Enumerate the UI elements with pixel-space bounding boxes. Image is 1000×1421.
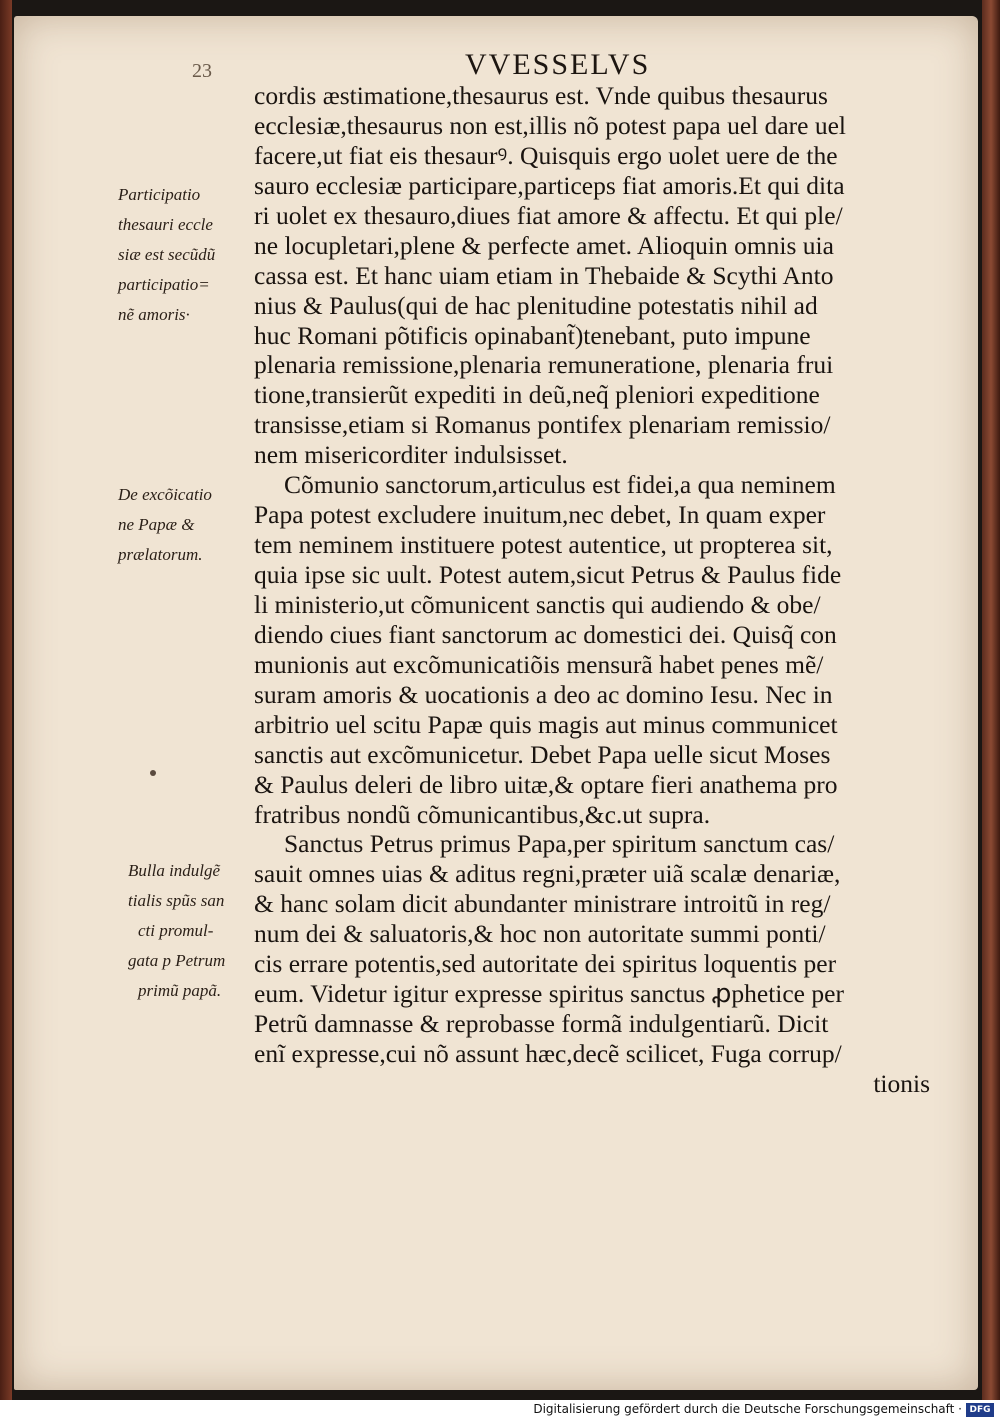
text-line: li ministerio,ut cõmunicent sanctis qui audiendo & obe/ bbox=[254, 589, 821, 619]
text-line: Cõmunio sanctorum,articulus est fidei,a qua neminem bbox=[284, 470, 836, 500]
marginal-note-line: De excõicatio bbox=[118, 485, 212, 504]
marginal-note-line: cti promul- bbox=[138, 920, 214, 940]
text-line: cis errare potentis,sed autoritate dei spiritus loquentis per bbox=[254, 949, 837, 979]
marginal-note-line: Participatio bbox=[118, 185, 201, 204]
text-line: ecclesiæ,thesaurus non est,illis nõ potest papa uel dare uel bbox=[254, 110, 847, 140]
text-line: Sanctus Petrus primus Papa,per spiritum sanctum cas/ bbox=[284, 829, 835, 859]
marginal-note-line: ne Papæ & bbox=[118, 514, 195, 534]
marginal-note-line: tialis spũs san bbox=[128, 890, 225, 910]
marginal-note-line: primũ papã. bbox=[138, 980, 222, 1000]
catchword: tionis bbox=[873, 1068, 930, 1098]
text-line: Petrũ damnasse & reprobasse formã indulgentiarũ. Dicit bbox=[254, 1009, 829, 1039]
marginal-note-line: siæ est secũdũ bbox=[118, 244, 216, 264]
text-line: ne locupletari,plene & perfecte amet. Alioquin omnis uia bbox=[254, 230, 834, 260]
marginal-note-participatio bbox=[118, 180, 215, 330]
footer-bar bbox=[0, 1400, 1000, 1421]
marginal-note-line: participatio= bbox=[118, 274, 210, 294]
text-line: ri uolet ex thesauro,diues fiat amore & affectu. Et qui ple/ bbox=[254, 200, 843, 230]
text-line: tione,transierũt expediti in deũ,neq̃ pleniori expeditione bbox=[254, 380, 820, 410]
text-line: sanctis aut excõmunicetur. Debet Papa uelle sicut Moses bbox=[254, 739, 831, 769]
dfg-logo: DFG bbox=[966, 1403, 994, 1417]
marginal-note-excommunicatione bbox=[118, 480, 212, 570]
text-line: tem neminem instituere potest autentice, ut propterea sit, bbox=[254, 530, 833, 560]
text-line: enĩ expresse,cui nõ assunt hæc,decẽ scilicet, Fuga corrup/ bbox=[254, 1039, 842, 1068]
text-line: cassa est. Et hanc uiam etiam in Thebaide & Scythi Anto bbox=[254, 260, 834, 290]
text-line: nem misericorditer indulsisset. bbox=[254, 440, 568, 470]
text-line: Papa potest excludere inuitum,nec debet, In quam exper bbox=[254, 500, 826, 530]
text-line: & hanc solam dicit abundanter ministrare introitũ in reg/ bbox=[254, 889, 831, 919]
text-line: plenaria remissione,plenaria remuneratione, plenaria frui bbox=[254, 350, 834, 380]
main-text-block bbox=[254, 81, 934, 1099]
text-line: & Paulus deleri de libro uitæ,& optare fieri anathema pro bbox=[254, 769, 838, 799]
marginal-note-line: nẽ amoris· bbox=[118, 304, 190, 324]
marginal-note-line: Bulla indulgẽ bbox=[128, 861, 221, 880]
marginal-note-line: thesauri eccle bbox=[118, 214, 213, 234]
left-binding-edge bbox=[0, 0, 12, 1400]
text-line: sauro ecclesiæ participare,particeps fiat amoris.Et qui dita bbox=[254, 170, 845, 200]
text-line: eum. Videtur igitur expresse spiritus sanctus ꝓphetice per bbox=[254, 979, 844, 1009]
marginal-note-bulla bbox=[128, 856, 225, 1006]
text-line: fratribus nondũ cõmunicantibus,&c.ut supra. bbox=[254, 799, 711, 829]
text-line: nius & Paulus(qui de hac plenitudine potestatis nihil ad bbox=[254, 290, 818, 320]
text-line: sauit omnes uias & aditus regni,præter uiã scalæ denariæ, bbox=[254, 859, 841, 889]
text-line: munionis aut excõmunicatiõis mensurã habet penes mẽ/ bbox=[254, 649, 824, 679]
running-head: VVESSELVS bbox=[465, 48, 651, 81]
text-line: arbitrio uel scitu Papæ quis magis aut minus communicet bbox=[254, 709, 838, 739]
text-line: suram amoris & uocationis a deo ac domino Iesu. Nec in bbox=[254, 679, 833, 709]
text-line: diendo ciues fiant sanctorum ac domestici dei. Quisq̃ con bbox=[254, 619, 837, 649]
right-binding-edge bbox=[982, 0, 1000, 1400]
text-line: num dei & saluatoris,& hoc non autoritate summi ponti/ bbox=[254, 919, 826, 949]
marginal-note-line: prælatorum. bbox=[118, 544, 203, 564]
ink-speck bbox=[150, 770, 156, 776]
text-line: quia ipse sic uult. Potest autem,sicut Petrus & Paulus fide bbox=[254, 560, 842, 589]
text-line: facere,ut fiat eis thesaurꝰ. Quisquis ergo uolet uere de the bbox=[254, 140, 838, 170]
text-line: transisse,etiam si Romanus pontifex plenariam remissio/ bbox=[254, 410, 831, 440]
folio-number: 23 bbox=[192, 60, 212, 82]
marginal-note-line: gata p Petrum bbox=[128, 950, 226, 970]
text-line: huc Romani põtificis opinabant̃)tenebant, puto impune bbox=[254, 320, 811, 350]
text-line: cordis æstimatione,thesaurus est. Vnde quibus thesaurus bbox=[254, 81, 828, 110]
funding-credit: Digitalisierung gefördert durch die Deutsche Forschungsgemeinschaft · bbox=[533, 1402, 962, 1416]
